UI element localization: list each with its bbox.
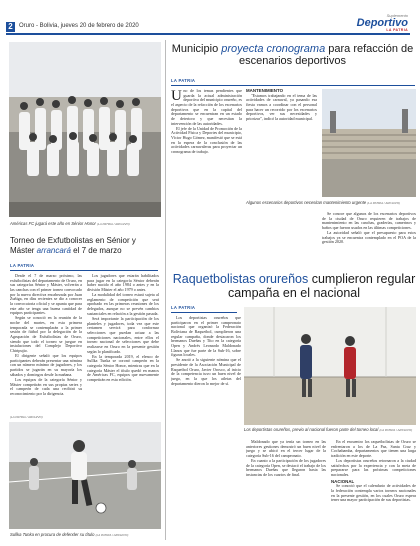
headline-emphasis: arrancará: [36, 245, 71, 255]
paragraph: Según se conoció en la reunión de la noche del martes, en esta primera temporada se contemplarán a la primer sesión de fútbol por la delegación de la Agrupación de Exfutbolistas de Oruro, siendo que todo el torneo se juegue en instalaciones del Complejo Deportivo Chiripujio.: [10, 315, 82, 353]
paragraph: no de los temas pendientes que guarda la actual administración deportiva del municipio orureño, es el aspecto de la refacción de los escenarios deportivos que en la capital del departamento se encuentran en un estado de deterioro y que necesitan la intervención de las autoridades.: [171, 89, 242, 126]
photo-caption: [244, 427, 416, 433]
caption-text: Sullka Tunka en procura de defender su título: [10, 532, 95, 537]
page-header: [0, 0, 420, 36]
article-column-1: [171, 316, 241, 538]
credit-text: (LA PATRIA / ARCHIVO): [10, 415, 43, 419]
paragraph: En el encuentro los raquetbolistas de Oruro se enfrentaron a los de La Paz, Santa Cruz y Cochabamba, departamentos que tienen una larga tradición en este deporte.: [331, 440, 416, 458]
paragraph: La modalidad del torneo estará sujeta al reglamento de competición que será aprobado en las primeras reuniones de los delegados, aunque no se prevén cambios sustanciales en relación a la gestión pasada.: [87, 292, 159, 316]
subheading: MANTENIMIENTO: [246, 89, 283, 93]
paragraph: Los deportistas orureños que participaron en el primer campeonato nacional que organizó la Federación Boliviana de Raquetbol, cumplieron una regular campaña, donde destacaron los hermanos Dueñas y Tito en la categoría Open y Andrés Leonardo Maldonado Llanos que fue parte de la Sub-16, sobre figuras locales.: [171, 316, 241, 358]
article-column-2: [246, 440, 326, 538]
article-headline: [172, 273, 416, 300]
paragraph: El dirigente señaló que los equipos participantes deberán presentar una nómina con un número mínimo de jugadores, y los partidos se jugarán en su mayoría los sábados y domingos desde la mañana.: [10, 353, 82, 377]
logo-subtitle: LA PATRIA: [386, 28, 408, 32]
caption-text: Los deportistas orureños, previo al nacional fueron parte del torneo local: [244, 427, 379, 432]
article-column-1: [10, 274, 82, 413]
paragraph: Será importante la participación de los planteles y jugadores, toda vez que este certamen servirá para conformar selecciones que puedan actuar a las competiciones nacionales, entre ellos el torneo nacional de selecciones que debe realizarse en Oruro en la presente gestión según lo planificado.: [87, 315, 159, 354]
headline-text: Torneo de Exfutbolistas en Sénior y Máster: [10, 236, 136, 255]
article-headline: [170, 43, 415, 67]
headline-text-end: para refacción de escenarios deportivos: [238, 43, 414, 67]
section-rule: [10, 270, 158, 271]
logo-superscript: Suplemento: [386, 13, 408, 18]
caption-text: Américas FC jugará este año en Sénior Honor: [10, 221, 96, 226]
article-column-1: [171, 89, 242, 265]
headline-text: cumplieron regular campaña en el nacional: [227, 272, 416, 300]
drop-cap: U: [171, 89, 182, 104]
article-headline: [10, 236, 158, 255]
paragraph: Los deportistas orureños retornaron a la ciudad satisfechos por la experiencia y con la meta de prepararse para las próximas competiciones nacionales.: [331, 458, 416, 478]
dateline: Oruro - Bolivia, jueves 20 de febrero de 2020: [19, 23, 139, 29]
paragraph: Maldonado que ya tenía un torneo en las anteriores gestiones demostró un buen nivel de juego y se ubicó en el tercer lugar de la categoría Sub-16 del campeonato.: [246, 440, 326, 458]
headline-text: Municipio: [171, 43, 222, 55]
headline-emphasis: proyecta cronograma: [221, 43, 326, 55]
header-rule: [6, 33, 410, 35]
section-tag: LA PATRIA: [10, 263, 35, 268]
page-number: 2: [6, 22, 15, 32]
caption-credit: (LA PATRIA / ARCHIVO): [367, 201, 401, 205]
paragraph: Se conoce que algunos de los escenarios deportivos de la ciudad de Oruro requieren de trabajos de mantenimiento en las canchas, graderías, camerinos y baños que fueron usados en las últimas competiciones.: [322, 212, 416, 230]
paragraph: Se conoció que el calendario de actividades de la federación contempla varios torneos nacionales en la presente gestión, en los cuales Oruro espera tener una mayor participación de sus deportistas.: [331, 483, 416, 503]
headline-text-end: el 7 de marzo: [70, 245, 122, 255]
section-tag: LA PATRIA: [171, 78, 196, 83]
soccer-team-photo: [9, 42, 161, 217]
caption-credit: (LA PATRIA / ARCHIVO): [379, 428, 413, 432]
logo-title: Deportivo: [356, 17, 408, 29]
paragraph: Desde el 7 de marzo próximo, las exfutbolistas del departamento de Oruro, en sus categorías Sénior y Máster, volverán a las canchas con el primer torneo convocado por la nueva directiva encabezada por Juan Zuñiga, en días recientes se dio a conocer la convocatoria oficial y se apunta que para este año se tenga una buena cantidad de equipos participantes.: [10, 274, 82, 316]
paragraph: "Estamos trabajando en el tema de las actividades de carnaval, ya pasando esa fiesta vamos a coordinar con el personal para hacer un recorrido por los escenarios deportivos, ver sus necesidades y priorizar", indicó la autoridad municipal.: [246, 92, 317, 121]
caption-credit: (LA PATRIA / ARCHIVO): [95, 533, 129, 537]
player-photo: [9, 422, 161, 529]
paragraph: El jefe de la Unidad de Promoción de la Actividad Física y Deportes del municipio, Víctor Hugo Gómez, manifestó que se está en la espera de la conclusión de las actividades carnavaleras para proyectar un cronograma de trabajo.: [171, 125, 242, 155]
paragraph: Se anotó a la siguiente nómina que el presidente de la Asociación Municipal de Raquetbol Oruro, Javier Orosco, al inicio de la competencia tuvo un buen nivel de juego, en la que los atletas del departamento dieron lo mejor de sí.: [171, 357, 241, 386]
subheading: NACIONAL: [331, 478, 355, 484]
racquetball-photo: [244, 307, 416, 425]
section-tag: LA PATRIA: [171, 305, 196, 310]
headline-emphasis: Raquetbolistas orureños: [172, 272, 309, 286]
photo-caption: [246, 200, 416, 206]
paragraph: La autoridad señaló que el presupuesto para estos trabajos ya se encuentra contemplado en el POA de la gestión 2020.: [322, 230, 416, 245]
article-column-3: [331, 440, 416, 538]
column-divider: [165, 40, 166, 540]
caption-text: Algunos escenarios deportivos necesitan mantenimiento urgente: [246, 200, 367, 205]
section-rule: [171, 85, 415, 86]
photo-caption: [10, 532, 160, 538]
paragraph: En la temporada 2019, el elenco de Sullka Tunka se coronó campeón en la categoría Sénior Honor, mientras que en la categoría Máster el título quedó en manos de Américas FC, equipos que nuevamente competirán en esta edición.: [87, 353, 159, 382]
article-column-2: [246, 89, 317, 265]
article-column-3: [322, 212, 416, 266]
supplement-logo: [357, 13, 408, 32]
article-column-2: [87, 274, 159, 413]
paragraph: Los jugadores que estarán habilitados para jugar en la categoría Sénior deberán haber nacido el año 1984 o antes y en la división Máster el año 1979 o antes.: [87, 274, 159, 292]
stadium-photo: [322, 89, 416, 197]
photo-credit: [10, 414, 82, 420]
section-rule: [171, 312, 237, 313]
caption-credit: (LA PATRIA / ARCHIVO): [97, 222, 130, 226]
paragraph: Los equipos de la categoría Sénior y Máster competirán en sus propias series y el campeón de cada una recibirá su reconocimiento por la dirigencia.: [10, 376, 82, 396]
photo-caption: [10, 221, 160, 227]
paragraph: En cuanto a la participación de los jugadores de la categoría Open, se destacó el trabajo de los hermanos Dueñas que llegaron hasta las instancias de los cuartos de final.: [246, 458, 326, 478]
